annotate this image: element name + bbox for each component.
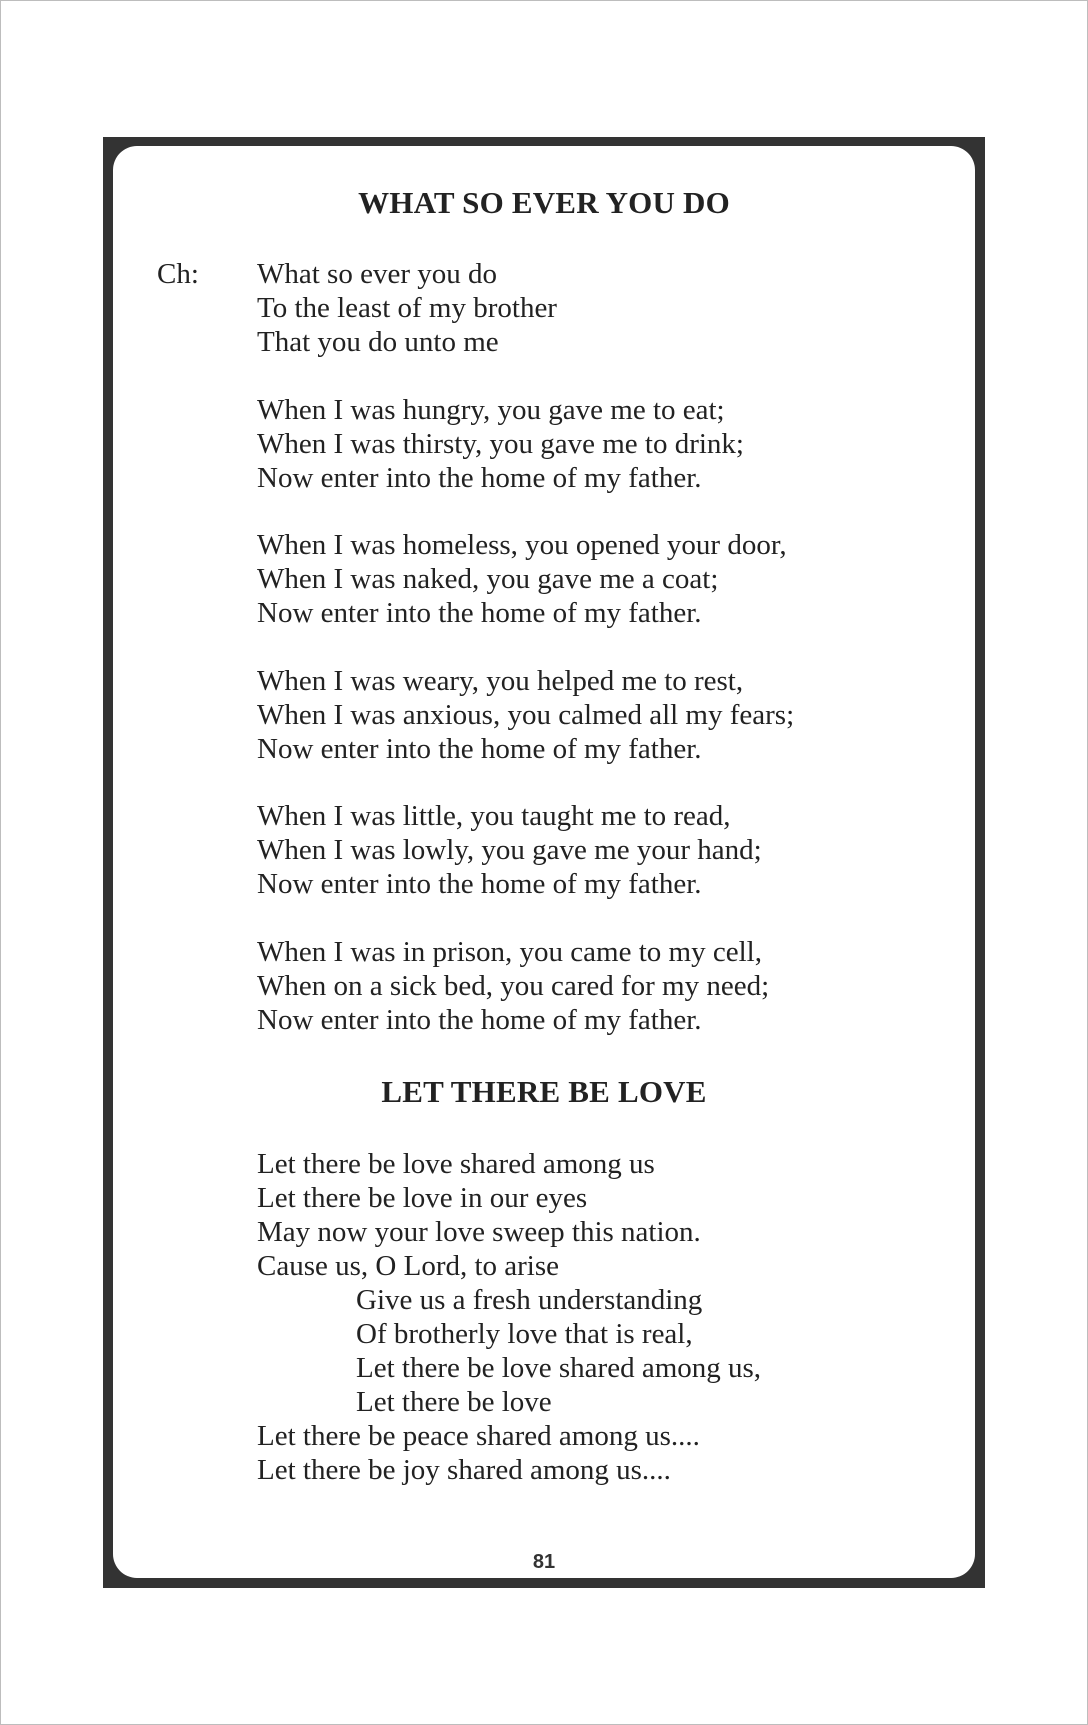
lyric-line: Let there be love shared among us [257,1148,655,1180]
verse-stanza [257,393,744,495]
lyric-line: When on a sick bed, you cared for my need; [257,970,770,1002]
lyric-line: When I was lowly, you gave me your hand; [257,834,762,866]
lyric-line: When I was thirsty, you gave me to drink; [257,428,744,460]
chorus-stanza [257,257,557,359]
indented-stanza [356,1283,761,1419]
lyric-line: When I was weary, you helped me to rest, [257,665,744,697]
verse-stanza [257,935,769,1037]
verse-stanza [257,1147,701,1283]
song-title: LET THERE BE LOVE [381,1074,707,1109]
lyric-line: That you do unto me [257,326,499,358]
lyric-line: Of brotherly love that is real, [356,1318,693,1350]
lyric-line: When I was homeless, you opened your door, [257,529,787,561]
lyric-line: What so ever you do [257,258,497,290]
lyric-line: When I was little, you taught me to read, [257,800,731,832]
lyric-line: When I was naked, you gave me a coat; [257,563,719,595]
verse-stanza [257,799,762,901]
lyric-line: Let there be love [356,1386,552,1418]
lyric-line: When I was anxious, you calmed all my fears; [257,699,795,731]
lyric-line: Let there be peace shared among us.... [257,1420,700,1452]
lyric-line: When I was in prison, you came to my cell, [257,936,762,968]
lyric-line: Now enter into the home of my father. [257,1004,702,1036]
lyric-line: Give us a fresh understanding [356,1284,703,1316]
lyric-line: Cause us, O Lord, to arise [257,1250,560,1282]
lyric-line: Let there be joy shared among us.... [257,1454,671,1486]
chorus-label: Ch: [157,258,199,290]
verse-stanza [257,528,787,630]
lyric-line: To the least of my brother [257,292,557,324]
lyric-line: Now enter into the home of my father. [257,597,702,629]
verse-stanza [257,1419,700,1487]
page-number: 81 [532,1551,556,1573]
lyric-line: Now enter into the home of my father. [257,733,702,765]
lyric-line: When I was hungry, you gave me to eat; [257,394,725,426]
lyric-line: Let there be love in our eyes [257,1182,588,1214]
lyric-line: Now enter into the home of my father. [257,868,702,900]
song-title: WHAT SO EVER YOU DO [358,185,730,220]
lyric-line: Now enter into the home of my father. [257,462,702,494]
verse-stanza [257,664,794,766]
lyric-line: Let there be love shared among us, [356,1352,762,1384]
lyric-line: May now your love sweep this nation. [257,1216,701,1248]
